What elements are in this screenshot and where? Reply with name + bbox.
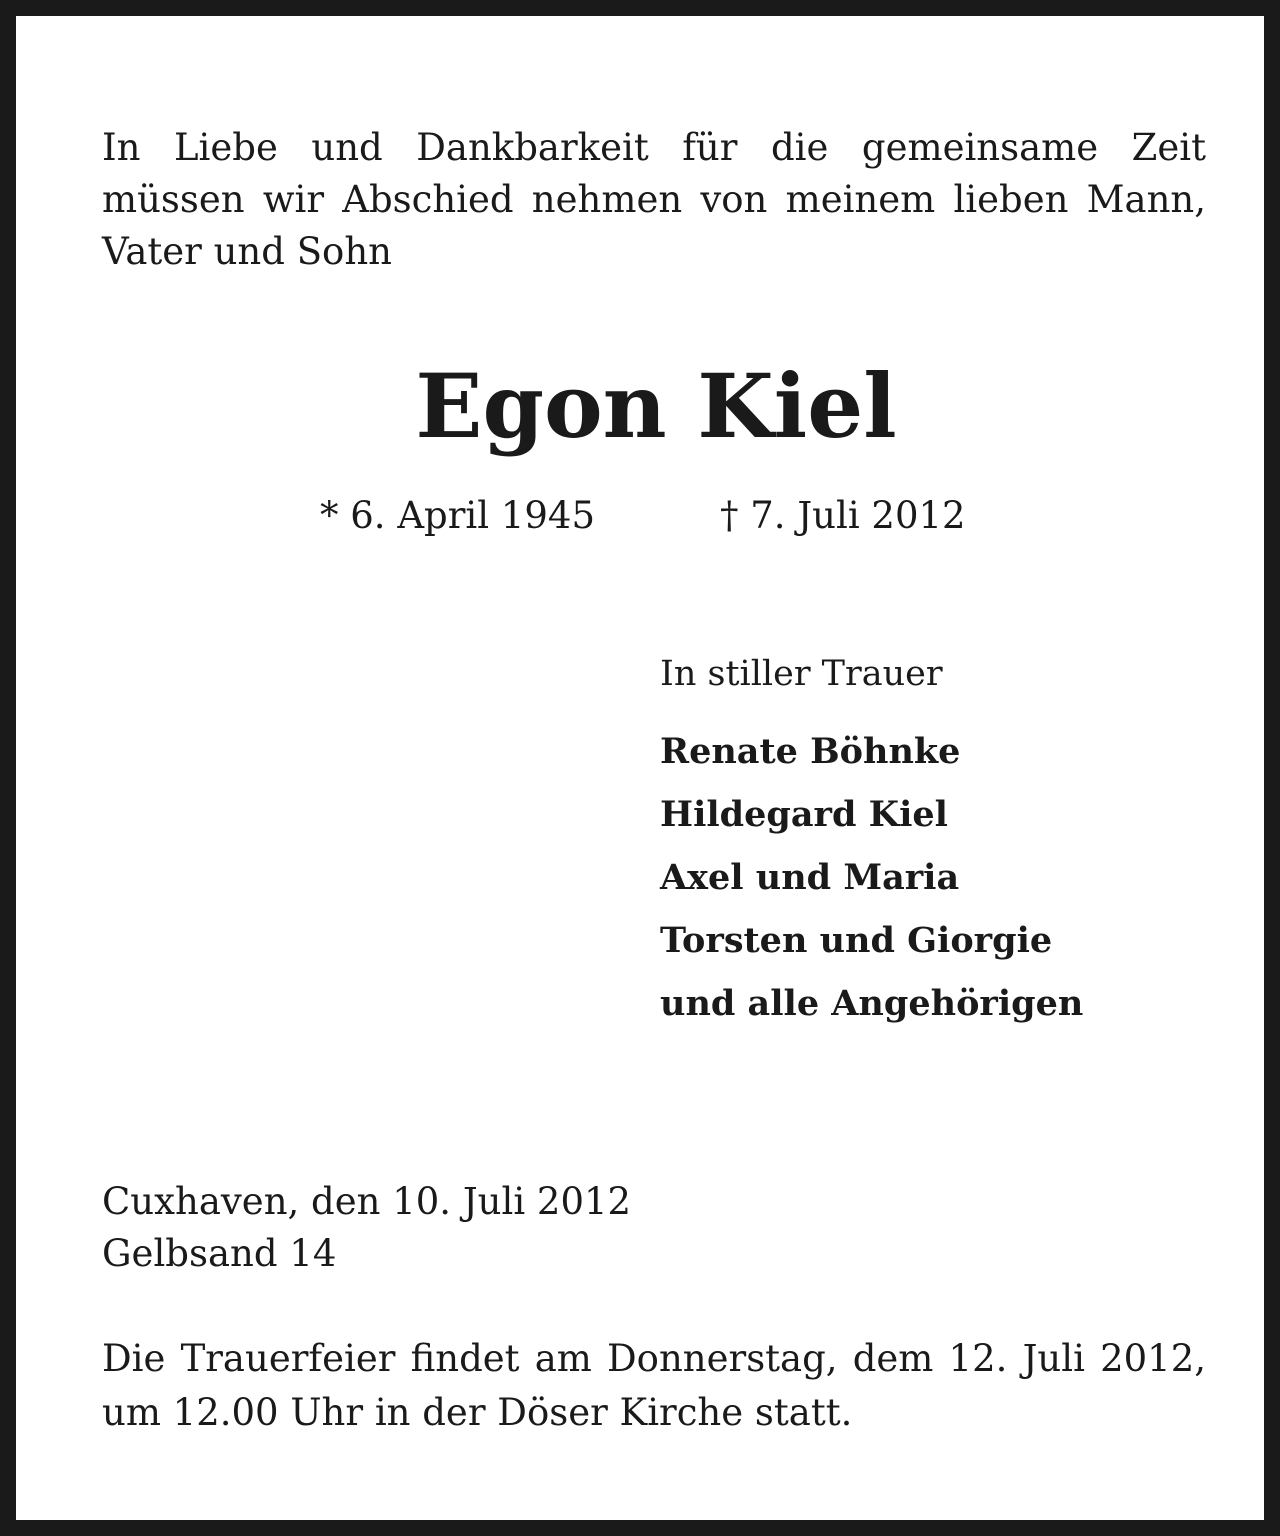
mourner-name: Axel und Maria: [660, 857, 960, 898]
mourner-list: [660, 720, 1083, 1035]
mourner-name: Hildegard Kiel: [660, 794, 948, 835]
place-date: Cuxhaven, den 10. Juli 2012: [102, 1180, 632, 1223]
birth-date: * 6. April 1945: [320, 494, 596, 537]
deceased-name: Egon Kiel: [415, 354, 897, 458]
ceremony-text: Die Trauerfeier findet am Donnerstag, dem 12. Juli 2012, um 12.00 Uhr in der Döser Kirche statt.: [102, 1337, 1206, 1434]
death-date: † 7. Juli 2012: [720, 494, 966, 537]
mourners-block: [660, 648, 1083, 1035]
mourners-intro: In stiller Trauer: [660, 654, 943, 694]
mourner-name: Torsten und Giorgie: [660, 920, 1053, 961]
mourner-name: und alle Angehörigen: [660, 983, 1084, 1024]
address: Gelbsand 14: [102, 1232, 337, 1275]
life-dates: [16, 491, 1280, 541]
place-and-address: [102, 1176, 631, 1280]
mourner-name: Renate Böhnke: [660, 731, 961, 772]
intro-text: In Liebe und Dankbarkeit für die gemeinsame Zeit müssen wir Abschied nehmen von meinem lieben Mann, Vater und Sohn: [102, 126, 1206, 273]
